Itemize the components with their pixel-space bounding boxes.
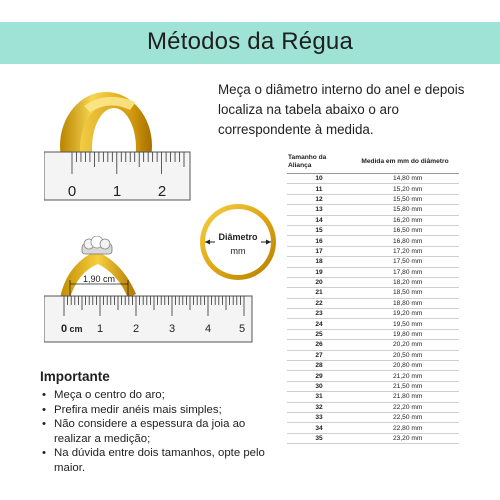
column-header-diameter: Medida em mm do diâmetro [351,152,459,174]
diameter-cell: 22,80 mm [351,423,459,433]
diameter-cell: 15,50 mm [351,194,459,204]
title-banner [0,22,500,64]
table-header-row [287,152,459,174]
ring-side-ruler-illustration [44,236,254,350]
ruler-label-4: 4 [204,323,212,335]
table-row [287,267,459,277]
bullet-icon: • [42,389,46,401]
ruler-label-0: 0 [60,323,68,335]
table-row [287,361,459,371]
ring-size-cell: 12 [287,194,351,204]
table-row [287,257,459,267]
tip-item [40,388,280,403]
ruler-label-2: 2 [157,183,167,200]
diameter-cell: 21,80 mm [351,392,459,402]
table-row [287,236,459,246]
table-row [287,225,459,235]
diameter-cell: 16,80 mm [351,236,459,246]
ring-size-cell: 19 [287,267,351,277]
instructions-line-3: correspondente à medida. [218,122,374,137]
ruler-label-0: 0 [67,183,77,200]
ring-size-cell: 20 [287,277,351,287]
table-row [287,288,459,298]
ruler-unit-label: cm [69,324,83,334]
ring-size-cell: 31 [287,392,351,402]
table-row [287,215,459,225]
table-row [287,184,459,194]
diameter-cell: 23,20 mm [351,433,459,443]
diameter-cell: 21,50 mm [351,381,459,391]
ruler-label-5: 5 [238,323,246,335]
table-row [287,246,459,256]
ring-size-cell: 23 [287,309,351,319]
tip-text: realizar a medição; [54,432,151,445]
diameter-cell: 21,20 mm [351,371,459,381]
tip-text: maior. [54,461,86,474]
ring-size-cell: 21 [287,288,351,298]
tip-item [40,417,280,446]
diameter-cell: 19,80 mm [351,329,459,339]
ring-size-cell: 24 [287,319,351,329]
ruler-label-3: 3 [168,323,176,335]
ring-on-ruler-illustration [44,88,194,206]
tip-text: Na dúvida entre dois tamanhos, opte pelo [54,447,265,460]
diameter-cell: 18,50 mm [351,288,459,298]
table-row [287,412,459,422]
ring-size-cell: 25 [287,329,351,339]
ring-size-cell: 22 [287,298,351,308]
tip-item [40,403,280,418]
ring-size-cell: 13 [287,205,351,215]
diameter-cell: 17,50 mm [351,257,459,267]
tip-text: Prefira medir anéis mais simples; [54,403,222,416]
table-row [287,194,459,204]
table-row [287,350,459,360]
diameter-cell: 22,20 mm [351,402,459,412]
diameter-unit: mm [230,246,246,256]
table-row [287,433,459,443]
table-row [287,329,459,339]
page-title: Métodos da Régua [146,28,353,55]
table-row [287,423,459,433]
ring-size-cell: 14 [287,215,351,225]
column-header-size: Tamanho da Aliança [287,152,351,174]
ruler-label-2: 2 [132,323,140,335]
table-row [287,402,459,412]
tip-text: Não considere a espessura da joia ao [54,418,246,431]
diameter-cell: 16,20 mm [351,215,459,225]
instructions-text [218,80,488,140]
diameter-cell: 19,50 mm [351,319,459,329]
diameter-cell: 20,50 mm [351,350,459,360]
diameter-cell: 18,20 mm [351,277,459,287]
ruler-label-1: 1 [112,183,122,200]
bullet-icon: • [42,418,46,431]
diameter-cell: 15,20 mm [351,184,459,194]
ruler-label-1: 1 [96,323,104,335]
diamond-icon [100,239,110,249]
ring-size-cell: 35 [287,433,351,443]
table-row [287,381,459,391]
table-row [287,277,459,287]
diameter-cell: 17,20 mm [351,246,459,256]
table-body [287,174,459,444]
ring-size-cell: 18 [287,257,351,267]
diameter-label: Diâmetro [218,232,258,242]
table-row [287,392,459,402]
ring-size-cell: 10 [287,174,351,184]
table-row [287,340,459,350]
ring-size-cell: 33 [287,412,351,422]
diameter-cell: 16,50 mm [351,225,459,235]
bullet-icon: • [42,447,46,460]
ring-size-cell: 28 [287,361,351,371]
width-label: 1,90 cm [82,274,116,284]
diameter-cell: 17,80 mm [351,267,459,277]
ring-size-cell: 17 [287,246,351,256]
ring-size-cell: 34 [287,423,351,433]
ring-size-cell: 15 [287,225,351,235]
table-row [287,371,459,381]
diameter-cell: 22,50 mm [351,412,459,422]
table-row [287,174,459,184]
instructions-line-1: Meça o diâmetro interno do anel e depois [218,82,465,97]
ring-size-cell: 29 [287,371,351,381]
diameter-cell: 20,80 mm [351,361,459,371]
tips-list [40,388,280,476]
table-row [287,319,459,329]
bullet-icon: • [42,403,46,416]
diameter-cell: 15,80 mm [351,205,459,215]
ring-size-cell: 30 [287,381,351,391]
diameter-cell: 14,80 mm [351,174,459,184]
ring-size-cell: 11 [287,184,351,194]
table-row [287,309,459,319]
tip-text: Meça o centro do aro; [54,389,165,401]
table-row [287,205,459,215]
important-heading: Importante [40,369,110,384]
ring-size-cell: 32 [287,402,351,412]
table-row [287,298,459,308]
diameter-cell: 18,80 mm [351,298,459,308]
ring-size-table [287,152,459,444]
ring-size-cell: 27 [287,350,351,360]
diameter-cell: 20,20 mm [351,340,459,350]
ring-size-cell: 26 [287,340,351,350]
diameter-cell: 19,20 mm [351,309,459,319]
ring-size-cell: 16 [287,236,351,246]
tip-item [40,446,280,475]
instructions-line-2: localiza na tabela abaixo o aro [218,102,399,117]
